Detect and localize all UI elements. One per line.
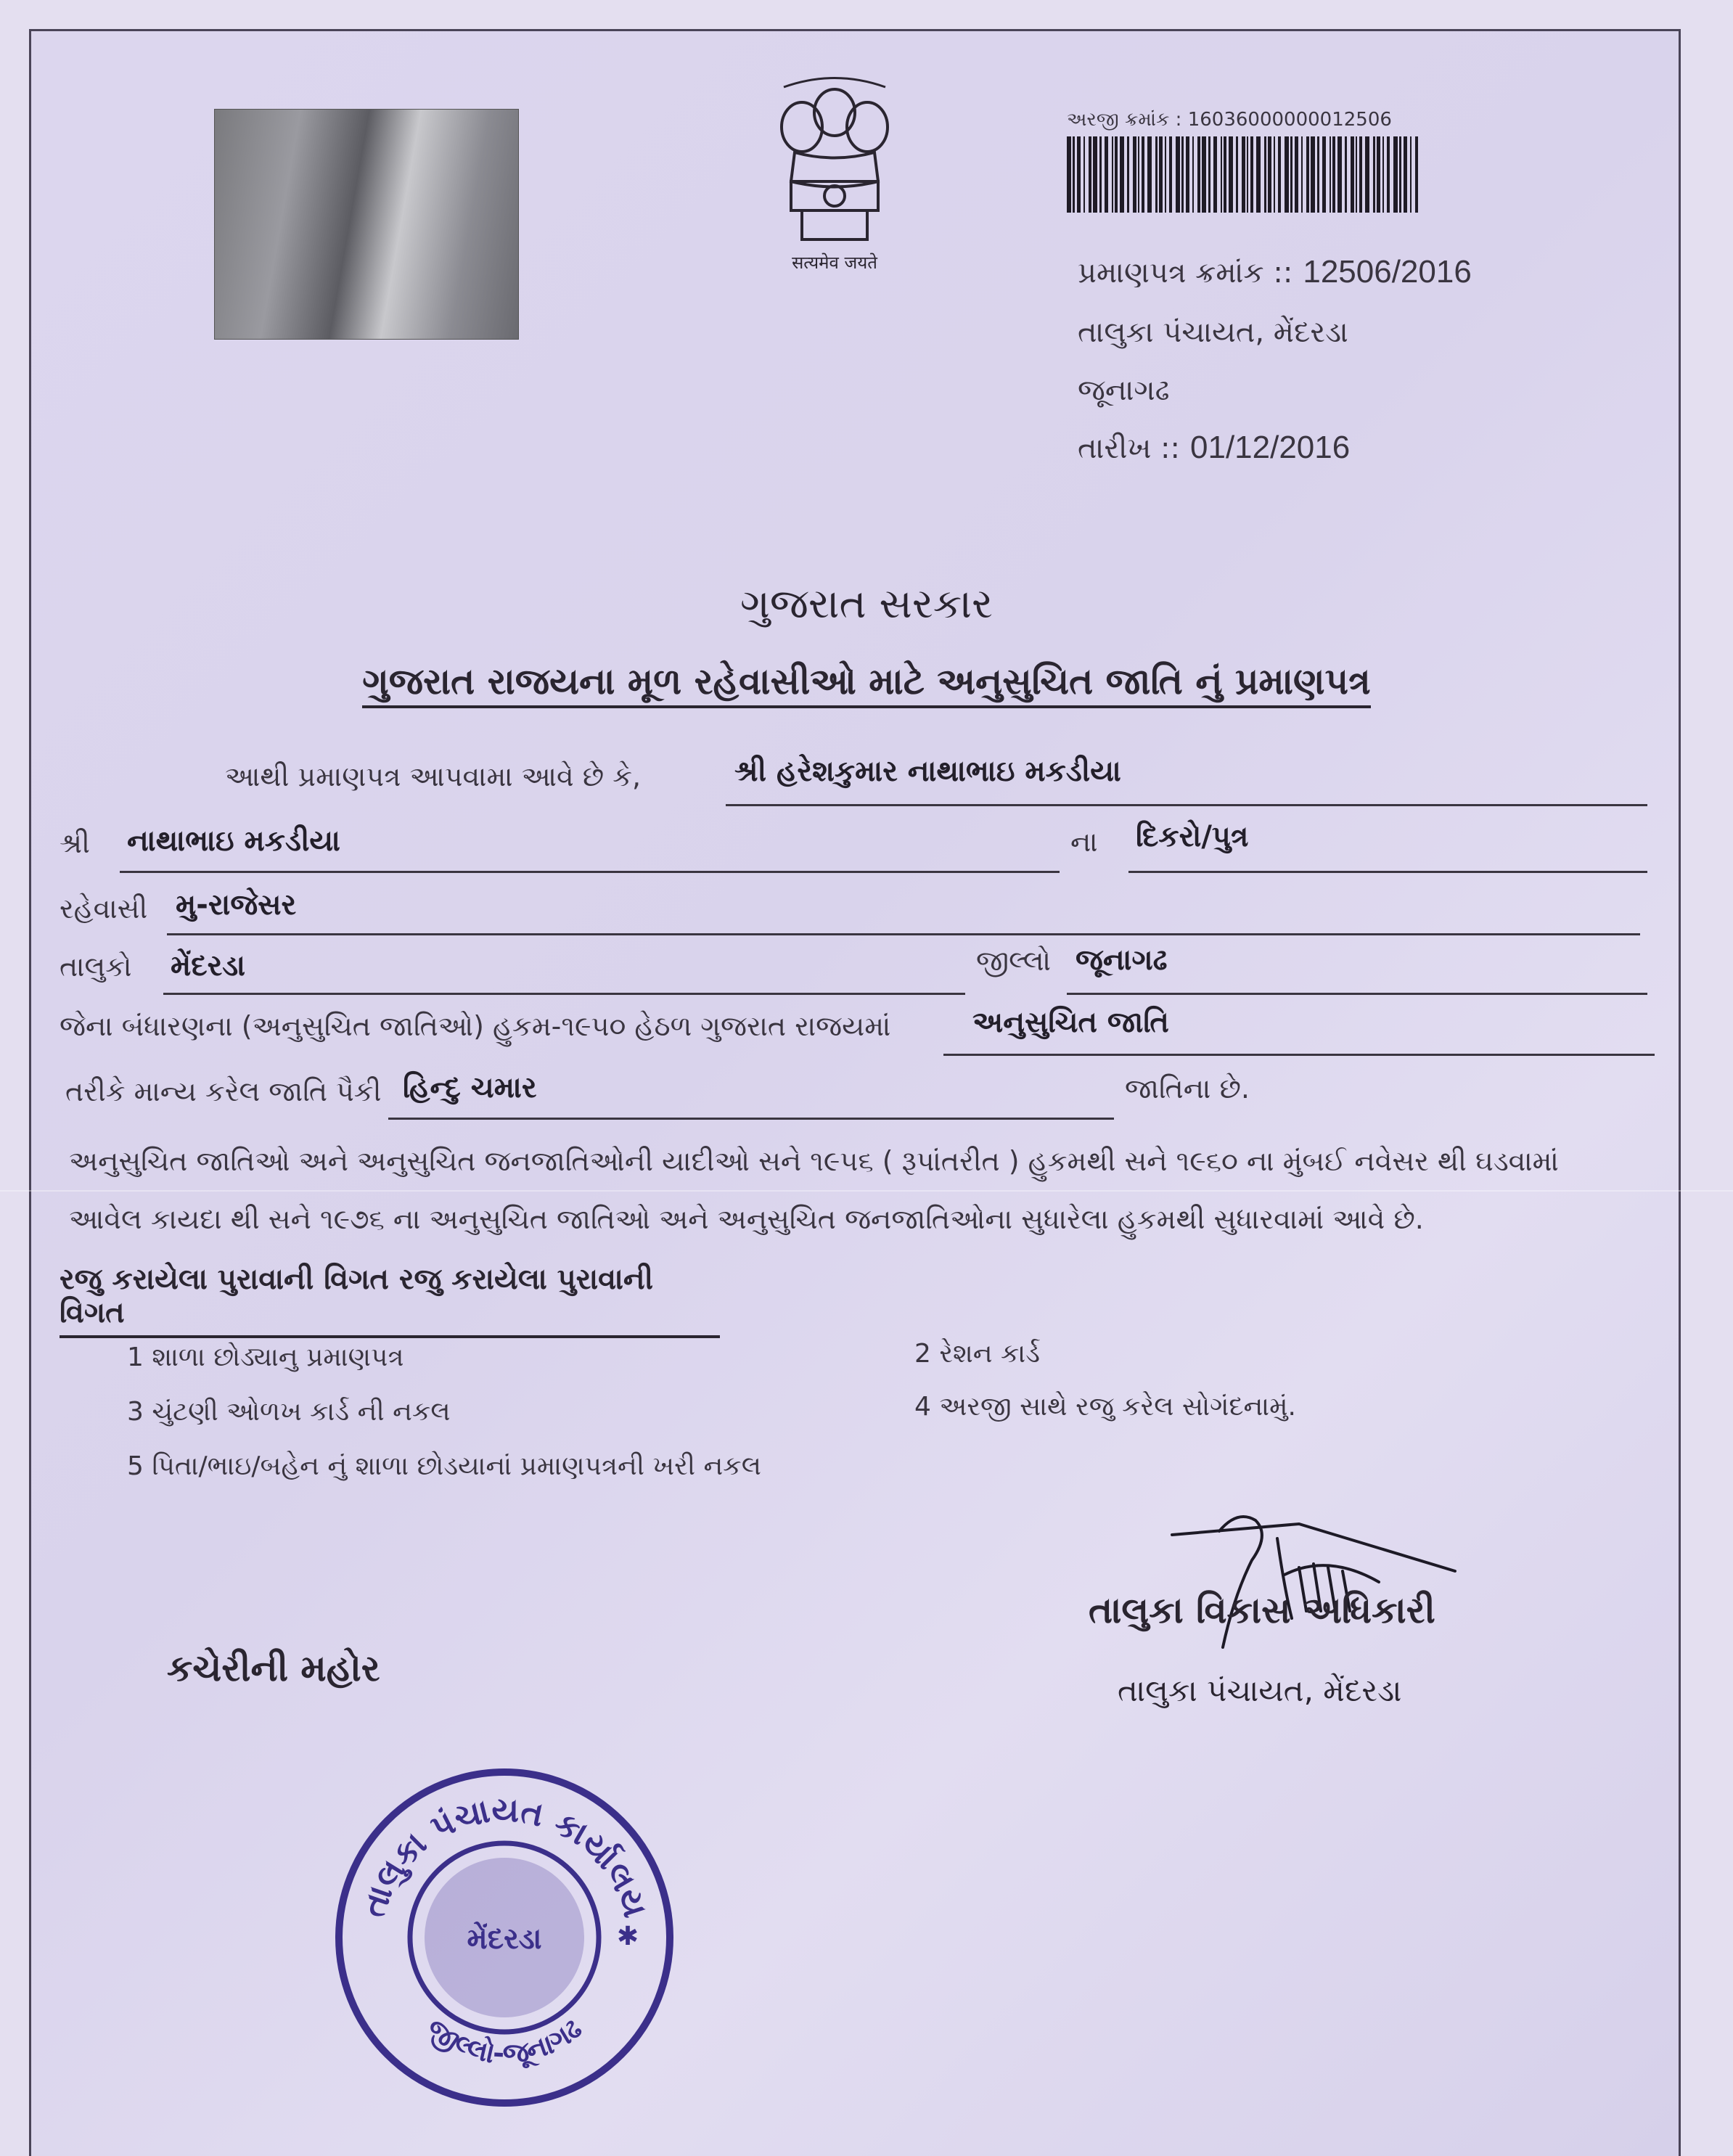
issuing-district: જૂનાગઢ xyxy=(1078,374,1170,407)
stamp-text-top: તાલુકા પંચાયત કાર્યાલય xyxy=(353,1790,656,1922)
barcode-bar xyxy=(1345,136,1347,213)
resident-line xyxy=(167,884,1640,935)
order-label: જેના બંધારણના (અનુસુચિત જાતિઓ) હુકમ-૧૯૫૦ હેઠળ ગુજરાત રાજયમાં xyxy=(60,1010,891,1042)
barcode-bar xyxy=(1115,136,1118,213)
officer-signature xyxy=(1168,1502,1459,1669)
intro-label: આથી પ્રમાણપત્ર આપવામા આવે છે કે, xyxy=(225,761,642,792)
barcode-bar xyxy=(1250,136,1253,213)
barcode-bar xyxy=(1278,136,1281,213)
stamp-text-center: મેંદરડા xyxy=(467,1922,542,1956)
barcode-bar xyxy=(1127,136,1129,213)
applicant-name: શ્રી હરેશકુમાર નાથાભાઇ મકડીયા xyxy=(734,755,1121,788)
evidence-item-3: 3 ચુંટણી ઓળખ કાર્ડ ની નકલ xyxy=(127,1397,451,1427)
father-prefix: શ્રી xyxy=(60,827,90,859)
application-number-label: અરજી ક્રમાંક : xyxy=(1067,109,1182,131)
barcode-bar xyxy=(1236,136,1238,213)
applicant-name-line xyxy=(726,755,1647,806)
svg-text:જીલ્લો-જૂનાગઢ xyxy=(421,2012,588,2071)
barcode xyxy=(1067,136,1422,213)
issue-date-label: તારીખ :: xyxy=(1078,432,1180,465)
category-line xyxy=(943,1003,1655,1056)
certificate-number-label: પ્રમાણપત્ર ક્રમાંક :: xyxy=(1078,256,1293,290)
barcode-bar xyxy=(1169,136,1172,213)
signatory-office: તાલુકા પંચાયત, મેંદરડા xyxy=(1118,1673,1402,1708)
barcode-bar xyxy=(1192,136,1194,213)
barcode-bar xyxy=(1311,136,1315,213)
document-title-text: ગુજરાત રાજયના મૂળ રહેવાસીઓ માટે અનુસુચિત જાતિ નું પ્રમાણપત્ર xyxy=(362,660,1371,708)
stamp-star-icon: ✱ xyxy=(616,1922,639,1951)
office-stamp xyxy=(330,1763,679,2112)
barcode-bar xyxy=(1285,136,1289,213)
barcode-bar xyxy=(1301,136,1303,213)
barcode-bar xyxy=(1295,136,1298,213)
barcode-bar xyxy=(1332,136,1335,213)
barcode-bar xyxy=(1099,136,1102,213)
barcode-bar xyxy=(1159,136,1163,213)
district-value: જૂનાગઢ xyxy=(1076,943,1168,977)
issuing-office: તાલુકા પંચાયત, મેંદરડા xyxy=(1078,316,1348,349)
barcode-bar xyxy=(1138,136,1139,213)
barcode-bar xyxy=(1256,136,1261,213)
barcode-bar xyxy=(1077,136,1081,213)
recognized-label: તરીકે માન્ય કરેલ જાતિ પૈકી xyxy=(65,1075,382,1107)
barcode-bar xyxy=(1213,136,1217,213)
legal-paragraph-line-2: આવેલ કાયદા થી સને ૧૯૭૬ ના અનુસુચિત જાતિઓ અને અનુસુચિત જનજાતિઓના સુધારેલા હુકમથી સુધારવામાં આવે છે. xyxy=(69,1203,1424,1235)
barcode-bar xyxy=(1120,136,1124,213)
applicant-photo xyxy=(214,109,519,340)
evidence-item-4: 4 અરજી સાથે રજુ કરેલ સોગંદનામું. xyxy=(914,1392,1296,1422)
barcode-bar xyxy=(1089,136,1091,213)
barcode-bar xyxy=(1181,136,1184,213)
application-number xyxy=(1067,109,1392,131)
barcode-bar xyxy=(1351,136,1354,213)
caste-value: હિન્દુ ચમાર xyxy=(403,1071,537,1104)
signatory-title: તાલુકા વિકાસ અધિકારી xyxy=(1089,1589,1435,1631)
barcode-bar xyxy=(1083,136,1085,213)
barcode-bar xyxy=(1067,136,1071,213)
certificate-number xyxy=(1078,254,1472,290)
barcode-bar xyxy=(1330,136,1331,213)
barcode-bar xyxy=(1268,136,1271,213)
barcode-bar xyxy=(1112,136,1113,213)
barcode-bar xyxy=(1229,136,1233,213)
relation-value: દિકરો/પુત્ર xyxy=(1136,820,1249,853)
barcode-bar xyxy=(1415,136,1418,213)
district-line xyxy=(1067,940,1647,995)
evidence-item-2: 2 રેશન કાર્ડ xyxy=(914,1339,1040,1369)
category-value: અનુસુચિત જાતિ xyxy=(972,1006,1169,1039)
barcode-bar xyxy=(1290,136,1292,213)
barcode-bar xyxy=(1377,136,1380,213)
barcode-bar xyxy=(1247,136,1248,213)
barcode-bar xyxy=(1105,136,1108,213)
barcode-bar xyxy=(1365,136,1369,213)
barcode-bar xyxy=(1073,136,1075,213)
barcode-bar xyxy=(1337,136,1342,213)
barcode-bar xyxy=(1382,136,1384,213)
relation-line xyxy=(1128,819,1647,873)
resident-value: મુ-રાજેસર xyxy=(176,888,297,922)
barcode-bar xyxy=(1356,136,1357,213)
certificate-number-value: 12506/2016 xyxy=(1303,254,1472,290)
barcode-bar xyxy=(1165,136,1166,213)
taluka-value: મેંદરડા xyxy=(171,949,246,983)
barcode-bar xyxy=(1387,136,1390,213)
barcode-bar xyxy=(1176,136,1180,213)
caste-line xyxy=(388,1067,1114,1120)
barcode-bar xyxy=(1202,136,1206,213)
barcode-bar xyxy=(1208,136,1210,213)
emblem-motto: सत्यमेव जयते xyxy=(792,253,877,273)
taluka-line xyxy=(163,943,965,995)
barcode-bar xyxy=(1133,136,1136,213)
barcode-bar xyxy=(1404,136,1407,213)
issue-date-value: 01/12/2016 xyxy=(1190,430,1351,465)
barcode-bar xyxy=(1155,136,1158,213)
government-title: ગુજરાત સરકાર xyxy=(740,581,993,628)
barcode-bar xyxy=(1264,136,1266,213)
barcode-bar xyxy=(1393,136,1398,213)
barcode-bar xyxy=(1186,136,1189,213)
relation-label: ના xyxy=(1070,826,1098,858)
evidence-item-1: 1 શાળા છોડ્યાનુ પ્રમાણપત્ર xyxy=(127,1343,404,1372)
barcode-bar xyxy=(1242,136,1245,213)
barcode-bar xyxy=(1197,136,1200,213)
barcode-bar xyxy=(1093,136,1097,213)
district-label: જીલ્લો xyxy=(976,945,1052,977)
evidence-heading: રજુ કરાયેલા પુરાવાની વિગત રજુ કરાયેલા પુરાવાની વિગત xyxy=(60,1263,720,1338)
barcode-bar xyxy=(1317,136,1319,213)
barcode-bar xyxy=(1410,136,1412,213)
issue-date xyxy=(1078,430,1350,466)
barcode-bar xyxy=(1224,136,1226,213)
barcode-bar xyxy=(1147,136,1152,213)
office-seal-label: કચેરીની મહોર xyxy=(167,1647,380,1689)
evidence-item-5: 5 પિતા/ભાઇ/બહેન નું શાળા છોડયાનાં પ્રમાણપત્રની ખરી નકલ xyxy=(127,1451,761,1481)
caste-suffix: જાતિના છે. xyxy=(1125,1073,1250,1104)
stamp-text-bottom: જીલ્લો-જૂનાગઢ xyxy=(421,2012,588,2070)
father-name-line xyxy=(120,820,1060,873)
barcode-bar xyxy=(1399,136,1401,213)
barcode-bar xyxy=(1221,136,1222,213)
legal-paragraph-line-1: અનુસુચિત જાતિઓ અને અનુસુચિત જનજાતિઓની યાદીઓ સને ૧૯૫૬ ( રૂપાંતરીત ) હુકમથી સને ૧૯૬૦ ના મુંબઈ નવેસર થી ઘડવામાં xyxy=(69,1145,1559,1177)
father-name: નાથાભાઇ મકડીયા xyxy=(127,824,340,858)
document-title xyxy=(0,660,1733,703)
barcode-bar xyxy=(1142,136,1144,213)
barcode-bar xyxy=(1306,136,1309,213)
taluka-label: તાલુકો xyxy=(60,951,132,983)
barcode-bar xyxy=(1359,136,1362,213)
barcode-bar xyxy=(1373,136,1375,213)
application-number-value: 16036000000012506 xyxy=(1187,109,1392,131)
barcode-bar xyxy=(1274,136,1275,213)
barcode-bar xyxy=(1322,136,1326,213)
resident-label: રહેવાસી xyxy=(60,893,148,925)
